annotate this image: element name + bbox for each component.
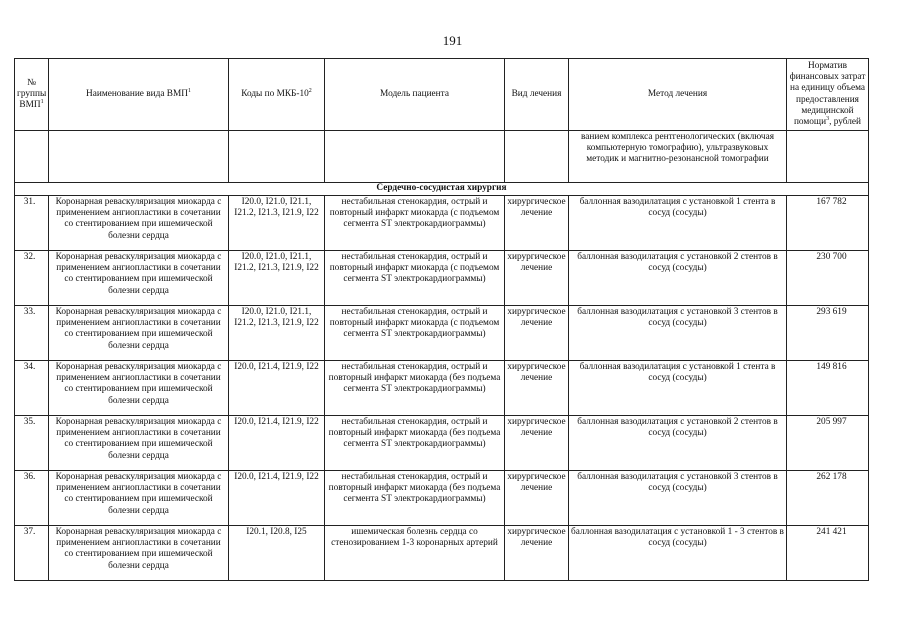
treatment-method-cell: баллонная вазодилатация с установкой 2 стентов в сосуд (сосуды) bbox=[569, 416, 787, 471]
cost-cell: 241 421 bbox=[787, 526, 869, 581]
row-number: 33. bbox=[15, 306, 49, 361]
treatment-type-cell: хирургическое лечение bbox=[505, 526, 569, 581]
cost-cell: 205 997 bbox=[787, 416, 869, 471]
cost-cell: 167 782 bbox=[787, 196, 869, 251]
row-number: 37. bbox=[15, 526, 49, 581]
table-row bbox=[15, 416, 869, 471]
icd-codes-cell: I20.0, I21.0, I21.1, I21.2, I21.3, I21.9, I22 bbox=[229, 196, 325, 251]
row-number: 36. bbox=[15, 471, 49, 526]
table-row bbox=[15, 251, 869, 306]
vmp-name-cell: Коронарная реваскуляризация миокарда с применением ангиопластики в сочетании со стентированием при ишемической болезни сердца bbox=[49, 196, 229, 251]
treatment-type-cell: хирургическое лечение bbox=[505, 306, 569, 361]
header-treatment-method: Метод лечения bbox=[569, 59, 787, 131]
patient-model-cell: нестабильная стенокардия, острый и повторный инфаркт миокарда (с подъемом сегмента ST электрокардиограммы) bbox=[325, 306, 505, 361]
patient-model-cell: нестабильная стенокардия, острый и повторный инфаркт миокарда (без подъема сегмента ST электрокардиограммы) bbox=[325, 416, 505, 471]
treatment-type-cell: хирургическое лечение bbox=[505, 251, 569, 306]
treatment-type-cell: хирургическое лечение bbox=[505, 361, 569, 416]
table-row bbox=[15, 361, 869, 416]
table-row bbox=[15, 196, 869, 251]
icd-codes-cell: I20.1, I20.8, I25 bbox=[229, 526, 325, 581]
icd-codes-cell: I20.0, I21.4, I21.9, I22 bbox=[229, 361, 325, 416]
table-row bbox=[15, 471, 869, 526]
treatment-type-cell: хирургическое лечение bbox=[505, 416, 569, 471]
icd-codes-cell: I20.0, I21.0, I21.1, I21.2, I21.3, I21.9, I22 bbox=[229, 251, 325, 306]
treatment-method-cell: баллонная вазодилатация с установкой 1 стента в сосуд (сосуды) bbox=[569, 196, 787, 251]
treatment-type-cell: хирургическое лечение bbox=[505, 196, 569, 251]
vmp-name-cell: Коронарная реваскуляризация миокарда с применением ангиопластики в сочетании со стентированием при ишемической болезни сердца bbox=[49, 471, 229, 526]
treatment-type-cell: хирургическое лечение bbox=[505, 471, 569, 526]
continuation-row bbox=[15, 131, 869, 183]
patient-model-cell: нестабильная стенокардия, острый и повторный инфаркт миокарда (без подъема сегмента ST электрокардиограммы) bbox=[325, 361, 505, 416]
treatment-method-cell: баллонная вазодилатация с установкой 1 стента в сосуд (сосуды) bbox=[569, 361, 787, 416]
row-number: 35. bbox=[15, 416, 49, 471]
patient-model-cell: нестабильная стенокардия, острый и повторный инфаркт миокарда (с подъемом сегмента ST электрокардиограммы) bbox=[325, 251, 505, 306]
cost-cell: 230 700 bbox=[787, 251, 869, 306]
treatment-method-cell: баллонная вазодилатация с установкой 2 стентов в сосуд (сосуды) bbox=[569, 251, 787, 306]
cost-cell: 149 816 bbox=[787, 361, 869, 416]
vmp-name-cell: Коронарная реваскуляризация миокарда с применением ангиопластики в сочетании со стентированием при ишемической болезни сердца bbox=[49, 361, 229, 416]
table-header-row bbox=[15, 59, 869, 131]
vmp-name-cell: Коронарная реваскуляризация миокарда с применением ангиопластики в сочетании со стентированием при ишемической болезни сердца bbox=[49, 416, 229, 471]
treatment-method-cell: баллонная вазодилатация с установкой 3 стентов в сосуд (сосуды) bbox=[569, 306, 787, 361]
table-row bbox=[15, 526, 869, 581]
header-patient-model: Модель пациента bbox=[325, 59, 505, 131]
header-icd-codes: Коды по МКБ-$10^2$ bbox=[229, 59, 325, 131]
header-group-number: № группы ВМП$^1$ bbox=[15, 59, 49, 131]
section-header-row bbox=[15, 183, 869, 196]
vmp-name-cell: Коронарная реваскуляризация миокарда с применением ангиопластики в сочетании со стентированием при ишемической болезни сердца bbox=[49, 526, 229, 581]
icd-codes-cell: I20.0, I21.0, I21.1, I21.2, I21.3, I21.9, I22 bbox=[229, 306, 325, 361]
cost-cell: 262 178 bbox=[787, 471, 869, 526]
patient-model-cell: нестабильная стенокардия, острый и повторный инфаркт миокарда (с подъемом сегмента ST электрокардиограммы) bbox=[325, 196, 505, 251]
row-number: 31. bbox=[15, 196, 49, 251]
treatment-method-cell: баллонная вазодилатация с установкой 1 - 3 стентов в сосуд (сосуды) bbox=[569, 526, 787, 581]
section-title: Сердечно-сосудистая хирургия bbox=[15, 183, 869, 196]
page-number: 191 bbox=[442, 33, 463, 48]
row-number: 32. bbox=[15, 251, 49, 306]
icd-codes-cell: I20.0, I21.4, I21.9, I22 bbox=[229, 416, 325, 471]
vmp-table bbox=[14, 58, 869, 581]
vmp-name-cell: Коронарная реваскуляризация миокарда с применением ангиопластики в сочетании со стентированием при ишемической болезни сердца bbox=[49, 251, 229, 306]
header-vmp-name: Наименование вида ВМП$^1$ bbox=[49, 59, 229, 131]
patient-model-cell: нестабильная стенокардия, острый и повторный инфаркт миокарда (без подъема сегмента ST электрокардиограммы) bbox=[325, 471, 505, 526]
header-treatment-type: Вид лечения bbox=[505, 59, 569, 131]
continuation-method: ванием комплекса рентгенологических (включая компьютерную томографию), ультразвуковых методик и магнитно-резонансной томографии bbox=[569, 131, 787, 183]
patient-model-cell: ишемическая болезнь сердца со стенозированием 1-3 коронарных артерий bbox=[325, 526, 505, 581]
treatment-method-cell: баллонная вазодилатация с установкой 3 стентов в сосуд (сосуды) bbox=[569, 471, 787, 526]
table-row bbox=[15, 306, 869, 361]
icd-codes-cell: I20.0, I21.4, I21.9, I22 bbox=[229, 471, 325, 526]
header-cost-standard: Норматив финансовых затрат на единицу объема предоставления медицинской помощи$^3$, рублей bbox=[787, 59, 869, 131]
row-number: 34. bbox=[15, 361, 49, 416]
cost-cell: 293 619 bbox=[787, 306, 869, 361]
vmp-name-cell: Коронарная реваскуляризация миокарда с применением ангиопластики в сочетании со стентированием при ишемической болезни сердца bbox=[49, 306, 229, 361]
